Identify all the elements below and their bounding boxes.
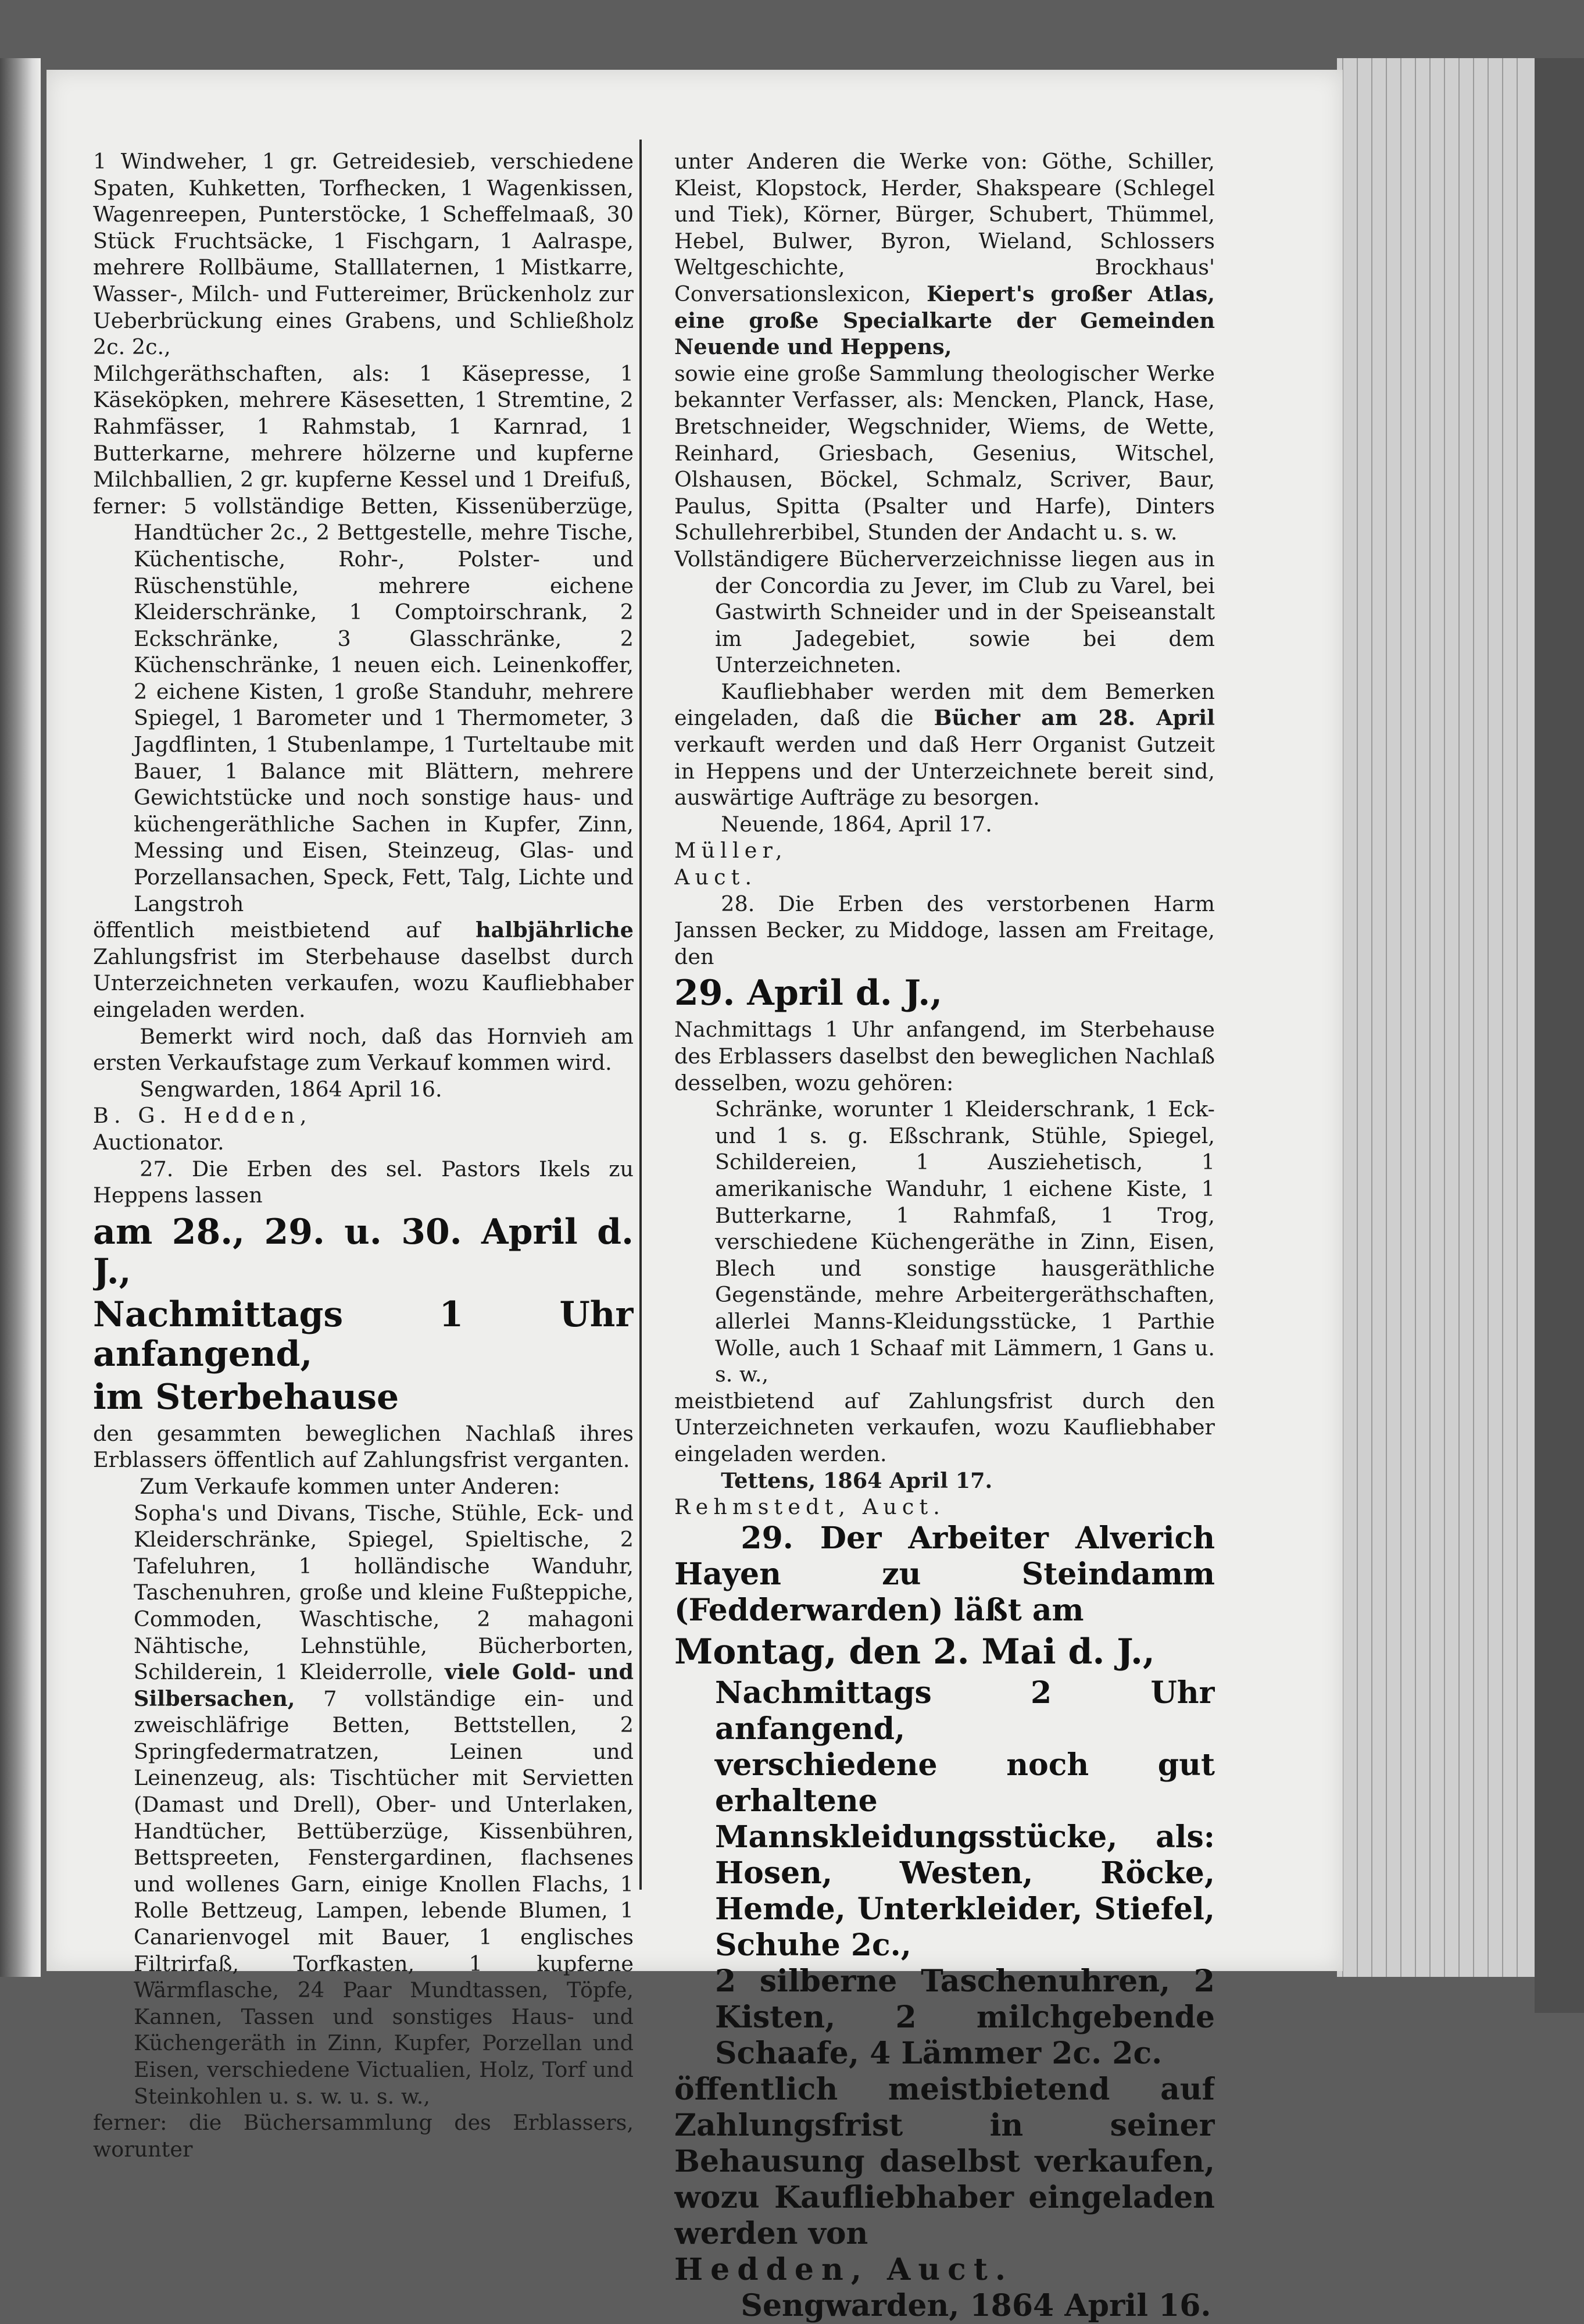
book-gutter	[0, 58, 41, 1977]
auction-sale-terms: öffentlich meistbietend auf halbjährliche Zahlungsfrist im Sterbehause daselbst durch Unterzeichneten verkaufen, wozu Kaufliebhaber eingeladen werden.	[93, 918, 634, 1022]
ad-27-invitation: Kaufliebhaber werden mit dem Bemerken eingeladen, daß die Bücher am 28. April verkauft werden und daß Herr Organist Gutzeit in Heppens und der Unterzeichnete bereit sind, auswärtige Aufträge zu besorgen.	[674, 679, 1215, 811]
ad-27-lead: Zum Verkaufe kommen unter Anderen:	[140, 1473, 560, 1499]
ad-28-place-date: Tettens, 1864 April 17.	[721, 1468, 993, 1493]
ad-28-sale: meistbietend auf Zahlungsfrist durch den Unterzeichneten verkaufen, wozu Kaufliebhaber eingeladen werden.	[674, 1388, 1215, 1466]
ad-28-items: Schränke, worunter 1 Kleiderschrank, 1 Eck- und 1 s. g. Eßschrank, Stühle, Spiegel, Schildereien, 1 Ausziehetisch, 1 amerikanische Wanduhr, 1 eichene Kiste, 1 Butterkarne, 1 Rahmfaß, 1 Trog, verschiedene Küchengeräthe in Zinn, Eisen, Blech und sonstige hausgeräthliche Gegenstände, mehre Arbeitergeräthschaften, allerlei Manns-Kleidungsstücke, 1 Parthie Wolle, auch 1 Schaaf mit Lämmern, 1 Gans u. s. w.,	[715, 1097, 1215, 1387]
ad-27-text: den gesammten beweglichen Nachlaß ihres Erblassers öffentlich auf Zahlungsfrist verganten.	[93, 1420, 634, 1473]
ad-28-date: 29. April d. J.,	[674, 973, 943, 1014]
ad-29-sale: öffentlich meistbietend auf Zahlungsfrist in seiner Behausung daselbst verkaufen, wozu Kaufliebhaber eingeladen werden von	[674, 2071, 1215, 2251]
auctioneer-signature: B. G. Hedden,	[93, 1103, 312, 1129]
ad-29-time: Nachmittags 2 Uhr anfangend,	[715, 1675, 1215, 1747]
ad-29-date: Montag, den 2. Mai d. J.,	[674, 1631, 1155, 1672]
ad-27-signature: Müller,	[674, 838, 788, 863]
ad-27-signature-title: Auct.	[674, 865, 757, 890]
auction-items-dairy: Milchgeräthschaften, als: 1 Käsepresse, 1 Käseköpken, mehrere Käsesetten, 1 Stremtine, 2 Rahmfässer, 1 Rahmstab, 1 Karnrad, 1 Butterkarne, mehrere hölzerne und kupferne Milchballien, 2 gr. kupferne Kessel und 1 Dreifuß,	[93, 360, 634, 492]
ad-27-catalogue: Vollständigere Bücherverzeichnisse liegen aus in der Concordia zu Jever, im Club zu Varel, bei Gastwirth Schneider und in der Speiseanstalt im Jadegebiet, sowie bei dem Unterzeichneten.	[674, 546, 1215, 678]
auction-note: Bemerkt wird noch, daß das Hornvieh am ersten Verkaufstage zum Verkauf kommen wird.	[93, 1023, 634, 1076]
column-divider	[639, 140, 642, 1890]
auction-items-household: ferner: 5 vollständige Betten, Kissenüberzüge, Handtücher 2c., 2 Bettgestelle, mehre Tische, Küchentische, Rohr-, Polster- und Rüschenstühle, mehrere eichene Kleiderschränke, 1 Comptoirschrank, 2 Eckschränke, 3 Glasschränke, 2 Küchenschränke, 1 neuen eich. Leinenkoffer, 2 eichene Kisten, 1 große Standuhr, mehrere Spiegel, 1 Barometer und 1 Thermometer, 3 Jagdflinten, 1 Stubenlampe, 1 Turteltaube mit Bauer, 1 Balance mit Blättern, mehrere Gewichtstücke und noch sonstige haus- und küchengeräthliche Sachen in Kupfer, Zinn, Messing und Eisen, Steinzeug, Glas- und Porzellansachen, Speck, Fett, Talg, Lichte und Langstroh	[93, 493, 634, 916]
ad-29-intro: 29. Der Arbeiter Alverich Hayen zu Steindamm (Fedderwarden) läßt am	[674, 1520, 1215, 1628]
ad-27-place-date: Neuende, 1864, April 17.	[721, 811, 992, 837]
ad-27-theology: sowie eine große Sammlung theologischer Werke bekannter Verfasser, als: Mencken, Planck, Hase, Bretschneider, Wegschnider, Wiems, de Wette, Reinhard, Griesbach, Gesenius, Witschel, Olshausen, Böckel, Schmalz, Scriver, Baur, Paulus, Spitta (Psalter und Harfe), Dinters Schullehrerbibel, Stunden der Andacht u. s. w.	[674, 360, 1215, 545]
right-column	[674, 148, 1215, 2324]
ad-29-items-clothing: verschiedene noch gut erhaltene Mannskleidungsstücke, als: Hosen, Westen, Röcke, Hemde, Unterkleider, Stiefel, Schuhe 2c.,	[715, 1747, 1215, 1963]
ad-27-place: im Sterbehause	[93, 1376, 399, 1418]
ad-29-items-other: 2 silberne Taschenuhren, 2 Kisten, 2 milchgebende Schaafe, 4 Lämmer 2c. 2c.	[715, 1963, 1215, 2071]
auction-items-implements: 1 Windweher, 1 gr. Getreidesieb, verschiedene Spaten, Kuhketten, Torfhecken, 1 Wagenkissen, Wagenreepen, Punterstöcke, 1 Scheffelmaaß, 30 Stück Fruchtsäcke, 1 Fischgarn, 1 Aalraspe, mehrere Rollbäume, Stalllaternen, 1 Mistkarre, Wasser-, Milch- und Futtereimer, Brückenholz zur Ueberbrückung eines Grabens, und Schließholz 2c. 2c.,	[93, 149, 634, 360]
ad-28-text: Nachmittags 1 Uhr anfangend, im Sterbehause des Erblassers daselbst den beweglichen Nachlaß desselben, wozu gehören:	[674, 1017, 1215, 1095]
ad-28-signature: Rehmstedt, Auct.	[674, 1494, 946, 1520]
ad-27-items: Sopha's und Divans, Tische, Stühle, Eck- und Kleiderschränke, Spiegel, Spieltische, 2 Tafeluhren, 1 holländische Wanduhr, Taschenuhren, große und kleine Fußteppiche, Commoden, Waschtische, 2 mahagoni Nähtische, Lehnstühle, Bücherborten, Schilderein, 1 Kleiderrolle, viele Gold- und Silbersachen, 7 vollständige ein- und zweischläfrige Betten, Bettstellen, 2 Springfedermatratzen, Leinen und Leinenzeug, als: Tischtücher mit Servietten (Damast und Drell), Ober- und Unterlaken, Handtücher, Bettüberzüge, Kissenbühren, Bettspreeten, Fenstergardinen, flachsenes und wollenes Garn, einige Knollen Flachs, 1 Rolle Bettzeug, Lampen, lebende Blumen, 1 Canarienvogel mit Bauer, 1 englisches Filtrirfaß, Torfkasten, 1 kupferne Wärmflasche, 24 Paar Mundtassen, Töpfe, Kannen, Tassen und sonstiges Haus- und Küchengeräth in Zinn, Kupfer, Porzellan und Eisen, verschiedene Victualien, Holz, Torf und Steinkohlen u. s. w. u. s. w.,	[134, 1500, 634, 2109]
ad-27-intro: 27. Die Erben des sel. Pastors Ikels zu Heppens lassen	[93, 1156, 634, 1208]
ad-27-date: am 28., 29. u. 30. April d. J.,	[93, 1211, 634, 1292]
place-date: Sengwarden, 1864 April 16.	[140, 1076, 442, 1102]
ad-27-book-list: unter Anderen die Werke von: Göthe, Schiller, Kleist, Klopstock, Herder, Shakspeare (Schlegel und Tiek), Körner, Bürger, Schubert, Thümmel, Hebel, Bulwer, Byron, Wieland, Schlossers Weltgeschichte, Brockhaus' Conversationslexicon, Kiepert's großer Atlas, eine große Specialkarte der Gemeinden Neuende und Heppens,	[674, 149, 1215, 360]
ad-29-place-date: Sengwarden, 1864 April 16.	[741, 2287, 1211, 2323]
ad-28-intro: 28. Die Erben des verstorbenen Harm Janssen Becker, zu Middoge, lassen am Freitage, den	[674, 891, 1215, 969]
ad-27-books: ferner: die Büchersammlung des Erblassers, worunter	[93, 2110, 634, 2162]
left-column	[93, 148, 634, 2162]
ad-27-time: Nachmittags 1 Uhr anfangend,	[93, 1294, 634, 1375]
auctioneer-title: Auctionator.	[93, 1129, 224, 1155]
ad-29-signature: Hedden, Auct.	[674, 2251, 1013, 2287]
